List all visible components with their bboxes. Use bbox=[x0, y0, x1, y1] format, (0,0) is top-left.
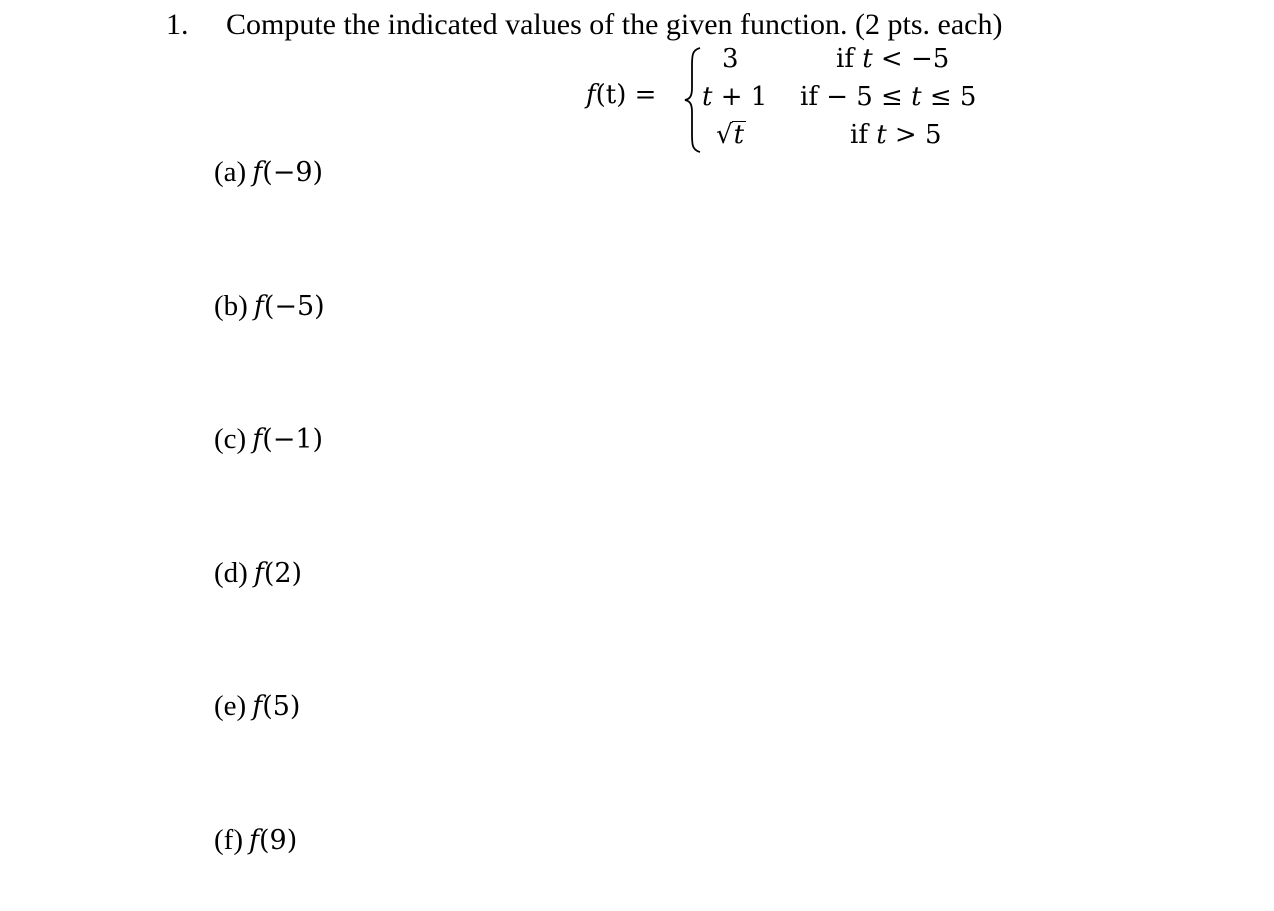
question-prompt: Compute the indicated values of the given function. (2 pts. each) bbox=[226, 8, 1003, 41]
case-1-if: if bbox=[836, 44, 863, 74]
function-name: f bbox=[586, 80, 596, 110]
case-1-value: 3 bbox=[722, 44, 739, 74]
part-b bbox=[214, 290, 325, 323]
part-b-arg: (−5) bbox=[263, 291, 325, 322]
part-c-func: f bbox=[252, 424, 263, 455]
case-1-condition bbox=[836, 44, 949, 74]
part-c bbox=[214, 423, 323, 456]
part-f bbox=[214, 824, 297, 857]
part-e-arg: (5) bbox=[262, 691, 301, 722]
case-2-value-rest: + 1 bbox=[712, 82, 768, 112]
part-d-label: (d) bbox=[214, 557, 248, 589]
part-c-arg: (−1) bbox=[262, 424, 324, 455]
case-3-condition bbox=[850, 120, 942, 150]
case-2-cond-var: t bbox=[911, 82, 922, 112]
part-d-arg: (2) bbox=[263, 558, 303, 589]
case-3-value bbox=[716, 120, 746, 150]
case-2-condition bbox=[800, 82, 976, 112]
case-1-var: t bbox=[862, 44, 873, 74]
part-b-func: f bbox=[253, 291, 264, 322]
part-a-func: f bbox=[252, 157, 263, 188]
case-2-if: if bbox=[800, 82, 827, 112]
part-d-func: f bbox=[253, 558, 264, 589]
equals-sign: = bbox=[626, 80, 657, 110]
left-brace-icon bbox=[684, 46, 702, 154]
part-e bbox=[214, 690, 300, 723]
question-number: 1. bbox=[166, 8, 189, 41]
case-3-rest: > 5 bbox=[886, 120, 942, 150]
part-a-label: (a) bbox=[214, 156, 247, 188]
case-3-var: t bbox=[876, 120, 887, 150]
part-e-label: (e) bbox=[214, 690, 247, 722]
part-b-label: (b) bbox=[214, 290, 248, 322]
case-2-var: t bbox=[702, 82, 713, 112]
part-c-label: (c) bbox=[214, 423, 247, 455]
radical-sign: √ bbox=[716, 120, 733, 150]
case-3-if: if bbox=[850, 120, 877, 150]
part-f-func: f bbox=[248, 825, 259, 856]
function-argument: (t) bbox=[595, 80, 627, 110]
part-d bbox=[214, 557, 302, 590]
part-a-arg: (−9) bbox=[262, 157, 324, 188]
radicand: t bbox=[733, 120, 745, 150]
case-2-cond-tail: ≤ 5 bbox=[921, 82, 977, 112]
part-f-label: (f) bbox=[214, 824, 243, 856]
part-f-arg: (9) bbox=[258, 825, 298, 856]
case-1-rest: < −5 bbox=[872, 44, 950, 74]
part-e-func: f bbox=[252, 691, 263, 722]
part-a bbox=[214, 156, 323, 189]
function-lhs bbox=[586, 80, 656, 110]
case-2-cond-rest: − 5 ≤ bbox=[826, 82, 912, 112]
case-2-value bbox=[702, 82, 767, 112]
square-root bbox=[716, 120, 746, 150]
